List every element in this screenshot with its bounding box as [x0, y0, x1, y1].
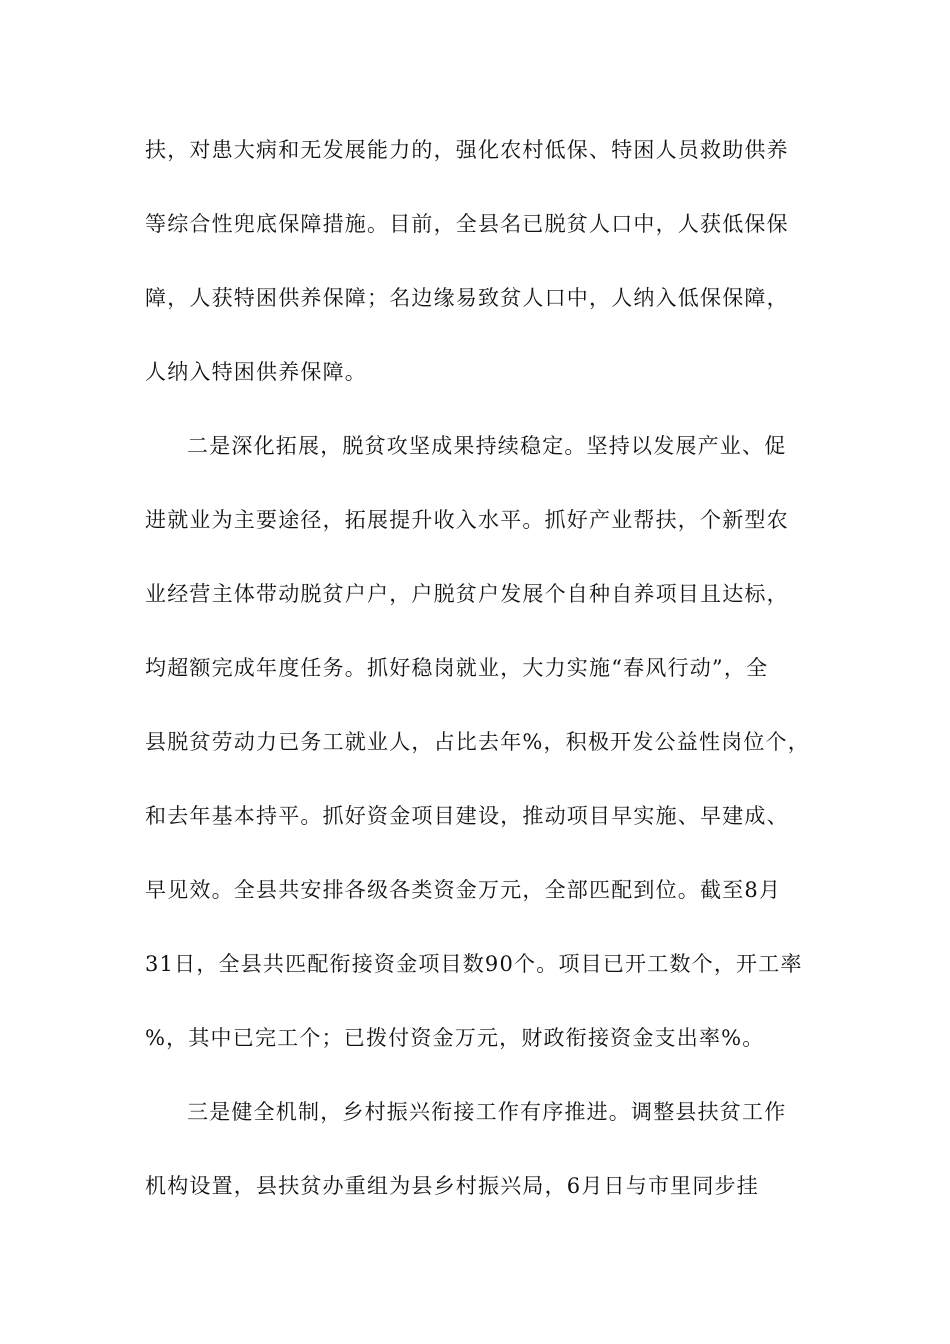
text-line: 等综合性兜底保障措施。目前，全县名已脱贫人口中，人获低保保 [145, 212, 789, 236]
text-line: 31日，全县共匹配衔接资金项目数90个。项目已开工数个，开工率 [145, 952, 803, 976]
text-line: 县脱贫劳动力已务工就业人，占比去年%，积极开发公益性岗位个， [145, 730, 810, 754]
paragraph-start-line: 二是深化拓展，脱贫攻坚成果持续稳定。坚持以发展产业、促 [187, 434, 787, 458]
text-line: 早见效。全县共安排各级各类资金万元，全部匹配到位。截至8月 [145, 878, 782, 902]
text-line: %，其中已完工个；已拨付资金万元，财政衔接资金支出率%。 [145, 1026, 765, 1050]
text-line: 和去年基本持平。抓好资金项目建设，推动项目早实施、早建成、 [145, 804, 789, 828]
paragraph-start-line: 三是健全机制，乡村振兴衔接工作有序推进。调整县扶贫工作 [187, 1100, 787, 1124]
text-line: 业经营主体带动脱贫户户，户脱贫户发展个自种自养项目且达标， [145, 582, 789, 606]
body-text [145, 113, 810, 1223]
text-line: 均超额完成年度任务。抓好稳岗就业，大力实施“春风行动”，全 [145, 656, 769, 680]
text-line: 障，人获特困供养保障；名边缘易致贫人口中，人纳入低保保障， [145, 286, 789, 310]
text-line: 机构设置，县扶贫办重组为县乡村振兴局，6月日与市里同步挂 [145, 1174, 759, 1198]
text-line: 扶，对患大病和无发展能力的，强化农村低保、特困人员救助供养 [145, 138, 789, 162]
text-line: 进就业为主要途径，拓展提升收入水平。抓好产业帮扶，个新型农 [145, 508, 789, 532]
text-line: 人纳入特困供养保障。 [145, 360, 367, 384]
